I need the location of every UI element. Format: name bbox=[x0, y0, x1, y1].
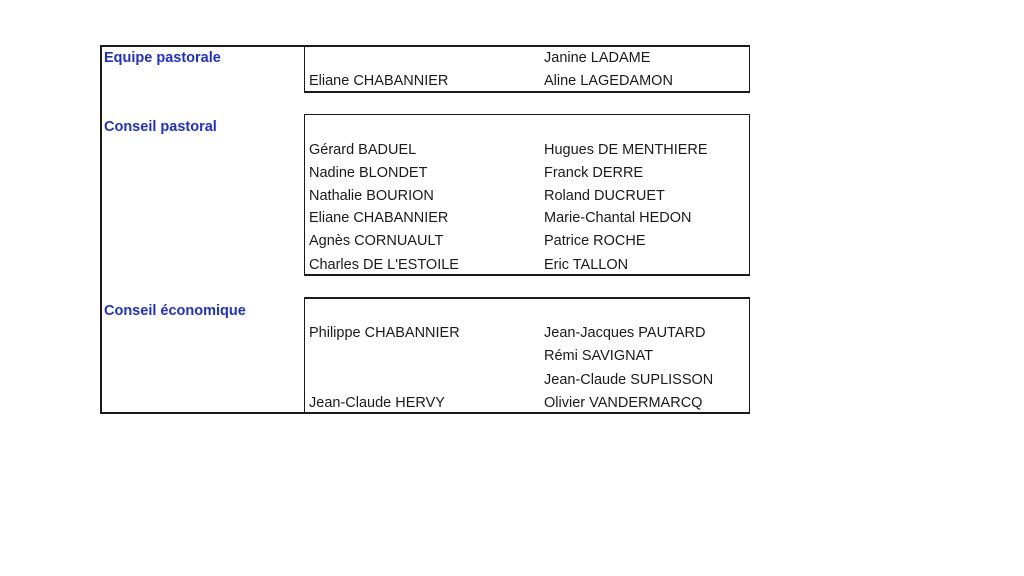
conseil-pastoral-left-name: Charles DE L'ESTOILE bbox=[309, 257, 459, 273]
divider-h-2 bbox=[304, 114, 750, 115]
border-top bbox=[100, 45, 750, 47]
conseil-eco-right-name: Jean-Claude SUPLISSON bbox=[544, 372, 714, 388]
equipe-right-name: Janine LADAME bbox=[544, 50, 651, 66]
conseil-pastoral-right-name: Marie-Chantal HEDON bbox=[544, 210, 692, 226]
conseil-pastoral-right-name: Eric TALLON bbox=[544, 257, 629, 273]
conseil-pastoral-left-name: Nadine BLONDET bbox=[309, 165, 428, 181]
section-title-conseil-economique: Conseil économique bbox=[104, 303, 246, 319]
border-left bbox=[100, 45, 102, 414]
conseil-eco-left-name: Philippe CHABANNIER bbox=[309, 325, 460, 341]
conseil-eco-right-name: Rémi SAVIGNAT bbox=[544, 348, 654, 364]
conseil-pastoral-left-name: Gérard BADUEL bbox=[309, 142, 417, 158]
equipe-left-name: Eliane CHABANNIER bbox=[309, 73, 449, 89]
conseil-pastoral-right-name: Hugues DE MENTHIERE bbox=[544, 142, 708, 158]
conseil-pastoral-right-name: Roland DUCRUET bbox=[544, 188, 665, 204]
conseil-pastoral-left-name: Agnès CORNUAULT bbox=[309, 233, 444, 249]
divider-right-1 bbox=[749, 45, 750, 93]
divider-col-2 bbox=[304, 114, 305, 276]
divider-col-3 bbox=[304, 297, 305, 413]
conseil-eco-right-name: Olivier VANDERMARCQ bbox=[544, 395, 703, 411]
equipe-right-name: Aline LAGEDAMON bbox=[544, 73, 673, 89]
divider-right-2 bbox=[749, 114, 750, 276]
border-bottom bbox=[100, 412, 750, 414]
conseil-pastoral-left-name: Nathalie BOURION bbox=[309, 188, 434, 204]
divider-h-3 bbox=[304, 274, 750, 276]
section-title-conseil-pastoral: Conseil pastoral bbox=[104, 119, 217, 135]
divider-col-1 bbox=[304, 45, 305, 93]
divider-h-4 bbox=[304, 297, 750, 299]
conseil-pastoral-left-name: Eliane CHABANNIER bbox=[309, 210, 449, 226]
divider-right-3 bbox=[749, 297, 750, 413]
conseil-pastoral-right-name: Franck DERRE bbox=[544, 165, 644, 181]
conseil-eco-right-name: Jean-Jacques PAUTARD bbox=[544, 325, 706, 341]
divider-h-1 bbox=[304, 91, 750, 93]
section-title-equipe: Equipe pastorale bbox=[104, 50, 221, 66]
conseil-eco-left-name: Jean-Claude HERVY bbox=[309, 395, 445, 411]
conseil-pastoral-right-name: Patrice ROCHE bbox=[544, 233, 646, 249]
